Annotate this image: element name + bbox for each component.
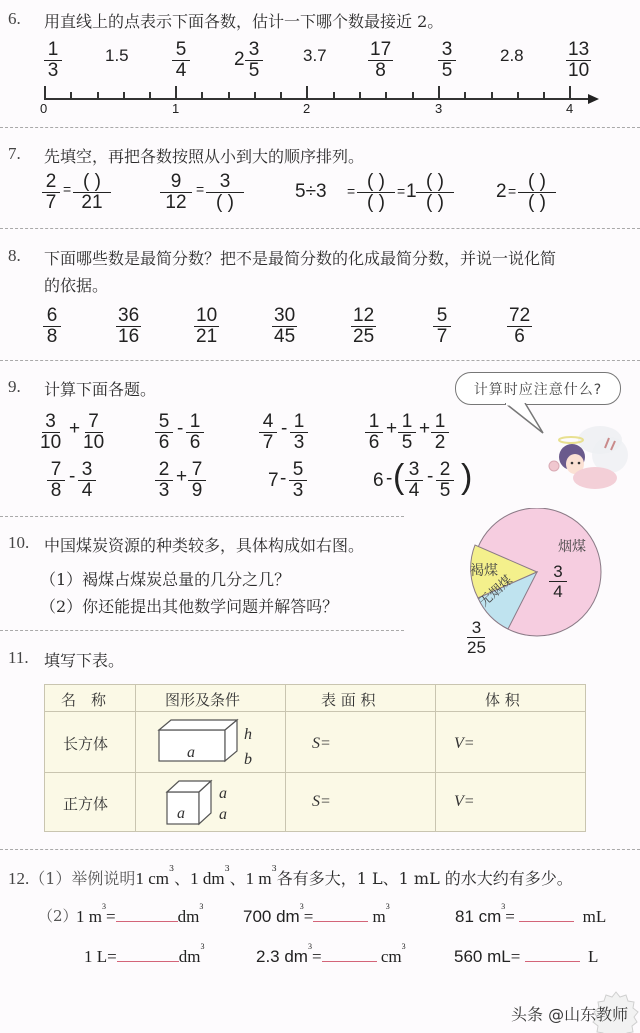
header-surface-area: 表 面 积 (321, 691, 376, 709)
q7-e3-whole: 1 (406, 181, 417, 202)
answer-blank[interactable] (313, 904, 368, 922)
minus-sign: - (280, 468, 287, 489)
q9-r1d-frac1: $\frac{1}{6}$ (365, 412, 383, 453)
blank-denominator[interactable]: ( ) (426, 192, 444, 213)
q6-item-17-8: $\frac{17}{8}$ (370, 39, 392, 81)
q12-conv-4 (84, 944, 204, 967)
equals-sign: = (63, 181, 72, 197)
minus-sign: - (177, 418, 184, 439)
q7-e4-frac[interactable] (518, 172, 556, 213)
minor-tick (280, 92, 282, 99)
minor-tick (254, 92, 256, 99)
tick-label-2: 2 (303, 101, 311, 116)
superscript: 3 (101, 902, 106, 911)
plus-sign: + (419, 418, 431, 439)
left-paren: ( (393, 458, 405, 496)
equals-sign: = (505, 907, 515, 926)
major-tick (306, 86, 308, 99)
q6-item-13-10: $\frac{13}{10}$ (568, 39, 590, 81)
row-divider (45, 772, 585, 773)
pie-label-anthracite: 无烟煤 (476, 572, 516, 611)
minor-tick (491, 92, 493, 99)
q12-sub1-rest: 各有多大，1 L、1 mL 的水大约有多少。 (276, 869, 573, 888)
plus-sign: + (69, 418, 81, 439)
q8-number: 8. (8, 246, 21, 265)
watermark-text: 头条 @山东教师 (511, 1005, 629, 1024)
unit: dm (178, 947, 201, 966)
q9-r1b-frac2: $\frac{1}{6}$ (186, 412, 204, 453)
q7-e3-frac1[interactable] (357, 172, 395, 213)
speech-bubble (455, 372, 621, 405)
answer-blank[interactable] (322, 944, 377, 962)
minus-sign: - (281, 418, 288, 439)
q7-e3-frac2[interactable] (416, 172, 454, 213)
major-tick (438, 86, 440, 99)
q6-item-mixed-whole: 2 (234, 49, 245, 70)
lhs: 1 m (76, 907, 102, 926)
divider (0, 630, 404, 631)
q8-fraction: $\frac{10}{21}$ (196, 305, 218, 347)
cube-volume: V= (454, 793, 475, 810)
q7-e2-right[interactable]: 3 ( ) (206, 172, 244, 213)
column-divider (285, 685, 286, 831)
minor-tick (543, 92, 545, 99)
blank-numerator[interactable]: ( ) (73, 172, 111, 193)
q12-number: 12. (8, 869, 30, 888)
equals-sign: = (105, 907, 116, 926)
cuboid-surface: S= (312, 735, 331, 752)
superscript: 3 (385, 902, 390, 911)
q12-sub1-prefix: （1）举例说明 (29, 869, 136, 888)
cube-figure (163, 779, 223, 829)
number-line-axis (44, 98, 592, 100)
q9-r2c-whole: 7 (268, 470, 279, 491)
equals-sign: = (347, 183, 356, 199)
angel-character-illustration (545, 420, 635, 505)
q11-number: 11. (8, 648, 29, 667)
equals-sign: = (107, 947, 117, 966)
pie-label-bituminous: 烟煤 (558, 539, 586, 555)
q6-item-2-8: 2.8 (500, 46, 524, 65)
cuboid-volume: V= (454, 735, 475, 752)
lhs: 81 cm (455, 907, 502, 926)
tick-label-1: 1 (172, 101, 180, 116)
unit-m3: 1 m (245, 869, 272, 888)
right-paren: ) (461, 458, 473, 496)
q6-prompt: 用直线上的点表示下面各数，估计一下哪个数最接近 2。 (44, 12, 444, 31)
q6-item-5-4: $\frac{5}{4}$ (172, 40, 190, 81)
blank-denominator[interactable]: ( ) (216, 192, 234, 213)
q6-item-1-5: 1.5 (105, 46, 129, 65)
q8-fraction: $\frac{30}{45}$ (274, 305, 296, 347)
answer-blank[interactable] (525, 944, 580, 962)
minus-sign: - (427, 466, 434, 487)
q11-prompt: 填写下表。 (44, 651, 125, 670)
minor-tick (97, 92, 99, 99)
blank-numerator[interactable]: ( ) (357, 172, 395, 193)
q8-prompt-line1: 下面哪些数是最简分数？把不是最简分数的化成最简分数，并说一说化简 (44, 249, 557, 268)
minor-tick (149, 92, 151, 99)
q12-sub2-prefix: （2） (38, 907, 78, 925)
tick-label-4: 4 (566, 101, 574, 116)
unit: cm (380, 947, 402, 966)
answer-blank[interactable] (519, 904, 574, 922)
q6-item-mixed-frac: $\frac{3}{5}$ (245, 40, 263, 81)
cuboid-label-a: a (187, 744, 195, 761)
blank-numerator[interactable]: ( ) (416, 172, 454, 193)
q8-fraction: $\frac{12}{25}$ (353, 305, 375, 347)
minor-tick (70, 92, 72, 99)
answer-blank[interactable] (117, 944, 179, 962)
minor-tick (464, 92, 466, 99)
q7-number: 7. (8, 144, 21, 163)
superscript: 3 (224, 864, 230, 873)
solids-table (44, 684, 586, 832)
divider (0, 360, 640, 361)
minor-tick (385, 92, 387, 99)
column-divider (435, 685, 436, 831)
divider (0, 228, 640, 229)
minor-tick (228, 92, 230, 99)
unit-cm3: 1 cm (135, 869, 169, 888)
q6-item-1-third: $\frac{1}{3}$ (44, 40, 62, 81)
q10-sub1: （1）褐煤占煤炭总量的几分之几？ (40, 570, 291, 589)
lhs: 1 L (84, 947, 108, 966)
row-divider (45, 711, 585, 712)
cube-label-a-depth: a (219, 806, 227, 823)
q9-r1c-frac1: $\frac{4}{7}$ (259, 412, 277, 453)
minor-tick (412, 92, 414, 99)
q8-fraction: $\frac{5}{7}$ (433, 306, 451, 347)
q10-prompt: 中国煤炭资源的种类较多，具体构成如右图。 (44, 536, 365, 555)
q7-e4-lhs: 2 (496, 181, 507, 202)
q9-r2b-frac2: $\frac{7}{9}$ (188, 460, 206, 501)
q6-item-3-7: 3.7 (303, 46, 327, 65)
q6-item-3-5: $\frac{3}{5}$ (438, 40, 456, 81)
divider (0, 127, 640, 128)
q9-r2a-frac1: $\frac{7}{8}$ (47, 460, 65, 501)
pie-label-lignite: 褐煤 (470, 563, 498, 579)
superscript: 3 (199, 902, 204, 911)
q12-conv-3 (455, 904, 606, 927)
superscript: 3 (168, 864, 175, 873)
speech-bubble-text: 计算时应注意什么? (473, 382, 603, 398)
blank-denominator[interactable]: ( ) (367, 192, 385, 213)
superscript: 3 (271, 864, 277, 873)
q9-r1a-frac1: $\frac{3}{10}$ (40, 411, 62, 453)
q9-r1b-frac1: $\frac{5}{6}$ (155, 412, 173, 453)
superscript: 3 (307, 942, 312, 951)
q12-conv-5 (256, 944, 406, 967)
unit-dm3: 1 dm (190, 869, 225, 888)
pie-value-anthracite: $\frac{3}{25}$ (467, 618, 486, 657)
divider (0, 516, 404, 517)
minus-sign: - (386, 468, 393, 489)
q9-r2d-whole: 6 (373, 470, 384, 491)
header-volume: 体 积 (485, 691, 520, 709)
q9-prompt: 计算下面各题。 (44, 380, 157, 399)
q9-r2c-frac: $\frac{5}{3}$ (289, 460, 307, 501)
q9-r1c-frac2: $\frac{1}{3}$ (290, 412, 308, 453)
q7-e1-left: $\frac{2}{7}$ (42, 172, 60, 213)
column-divider (135, 685, 136, 831)
equals-sign: = (397, 183, 406, 199)
cuboid-label-h: h (244, 726, 252, 743)
q9-r1d-frac3: $\frac{1}{2}$ (431, 412, 449, 453)
q9-r2a-frac2: $\frac{3}{4}$ (78, 460, 96, 501)
equals-sign: = (196, 181, 205, 197)
minus-sign: - (69, 466, 76, 487)
unit: m (372, 907, 386, 926)
q9-r2b-frac1: $\frac{2}{3}$ (155, 460, 173, 501)
lhs: 700 dm (243, 907, 300, 926)
major-tick (175, 86, 177, 99)
arrow-right-icon (588, 94, 599, 104)
q9-number: 9. (8, 377, 21, 396)
q6-number: 6. (8, 9, 21, 28)
plus-sign: + (176, 466, 188, 487)
superscript: 3 (299, 902, 304, 911)
minor-tick (123, 92, 125, 99)
q8-fraction: $\frac{6}{8}$ (43, 306, 61, 347)
q12-sub1 (8, 866, 573, 889)
superscript: 3 (501, 902, 506, 911)
q8-prompt-line2: 的依据。 (44, 276, 109, 295)
answer-blank[interactable] (116, 904, 178, 922)
q8-fraction: $\frac{72}{6}$ (509, 305, 531, 347)
q7-prompt: 先填空，再把各数按照从小到大的顺序排列。 (44, 147, 365, 166)
plus-sign: + (386, 418, 398, 439)
divider (0, 849, 640, 850)
minor-tick (359, 92, 361, 99)
major-tick (569, 86, 571, 99)
minor-tick (517, 92, 519, 99)
superscript: 3 (401, 942, 406, 951)
blank-numerator[interactable]: ( ) (518, 172, 556, 193)
cuboid-label-b: b (244, 751, 252, 768)
cube-label-a-bottom: a (177, 805, 185, 822)
separator: 、 (174, 869, 191, 888)
q7-e1-right[interactable]: ( ) 21 (73, 172, 111, 213)
q9-r2d-frac1: $\frac{3}{4}$ (405, 460, 423, 501)
q9-r2d-frac2: $\frac{2}{5}$ (436, 460, 454, 501)
q8-fraction: $\frac{36}{16}$ (118, 305, 140, 347)
row-cube-name: 正方体 (63, 795, 109, 813)
equals-sign: = (303, 907, 314, 926)
q9-r1d-frac2: $\frac{1}{5}$ (398, 412, 416, 453)
unit: mL (582, 907, 607, 926)
q12-conv-6 (454, 944, 598, 967)
equals-sign: = (508, 183, 517, 199)
q10-number: 10. (8, 533, 30, 552)
q12-conv-1 (76, 904, 203, 927)
cube-label-a-height: a (219, 785, 227, 802)
lhs: 560 mL (454, 947, 511, 966)
unit: dm (177, 907, 200, 926)
lhs: 2.3 dm (256, 947, 308, 966)
q12-conv-2 (243, 904, 390, 927)
cuboid-figure (155, 718, 245, 768)
header-name: 名 称 (61, 691, 107, 709)
q7-e3-lhs: 5÷3 (295, 181, 327, 202)
superscript: 3 (200, 942, 205, 951)
blank-denominator[interactable]: ( ) (528, 192, 546, 213)
tick-label-3: 3 (435, 101, 443, 116)
major-tick (44, 86, 46, 99)
unit: L (588, 947, 599, 966)
tick-label-0: 0 (40, 101, 48, 116)
header-figure: 图形及条件 (165, 691, 241, 709)
row-cuboid-name: 长方体 (63, 735, 109, 753)
speech-bubble-tail (505, 403, 545, 435)
q9-r1a-frac2: $\frac{7}{10}$ (83, 411, 105, 453)
minor-tick (201, 92, 203, 99)
equals-sign: = (311, 947, 322, 966)
q7-e2-left: $\frac{9}{12}$ (160, 172, 192, 213)
equals-sign: = (510, 947, 521, 966)
pie-value-bituminous: $\frac{3}{4}$ (549, 562, 567, 601)
separator: 、 (229, 869, 246, 888)
q10-sub2: （2）你还能提出其他数学问题并解答吗？ (40, 597, 339, 616)
minor-tick (333, 92, 335, 99)
cube-surface: S= (312, 793, 331, 810)
